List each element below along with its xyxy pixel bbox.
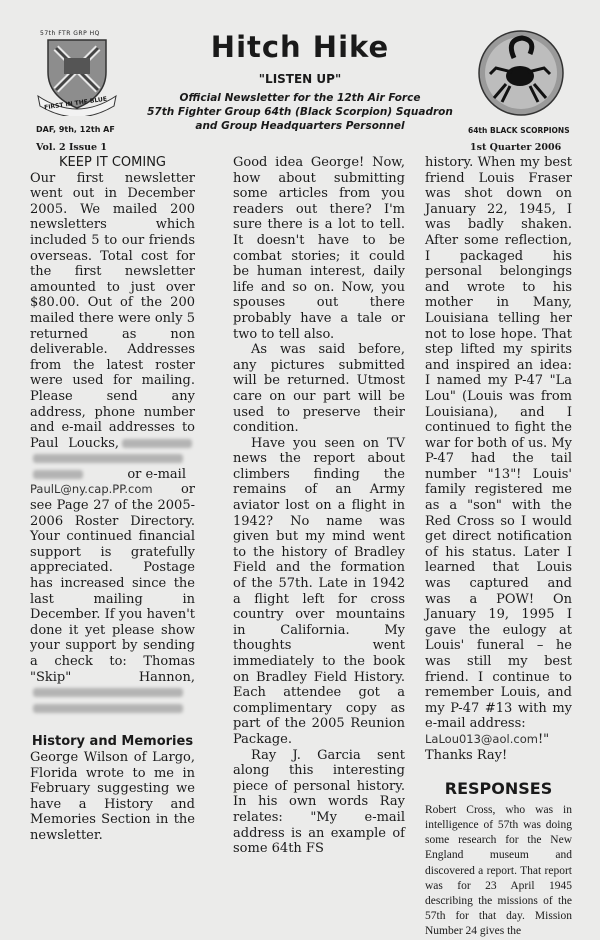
article-paragraph — [30, 171, 195, 717]
email-address: LaLou013@aol.com — [425, 731, 538, 746]
article-paragraph: Ray J. Garcia sent along this interesting piece of personal history. In his own words Ray relates: "My e-mail address is an example of some 64th FS — [233, 747, 405, 857]
responses-heading: RESPONSES — [444, 779, 553, 799]
subtitle-line-3: and Group Headquarters Personnel — [195, 120, 405, 132]
article-paragraph: history. When my best friend Louis Fraser was shot down on January 22, 1945, I was badly shaken. After some reflection, I packaged his personal belongings and wrote to his mother in Many, Louisiana telling her not to lose hope. That step lifted my spirits and inspired an idea: I named my P-47 "La Lou" (Louis was from Louisiana), and I continued to fight the war for both of us. My P-47 had the tail number "13"! Louis' family registered me as a "son" with the Red Cross so I would get direct notification of his status. Later I learned that Louis was captured and was a POW! On January 19, 1995 I gave the eulogy at Louis' funeral – he was still my best friend. I continue to remember Louis, and my P-47 #13 with my e-mail address: — [425, 155, 572, 732]
subtitle-line-1: Official Newsletter for the 12th Air Force — [179, 92, 421, 104]
column-2 — [233, 155, 405, 857]
or-email-text: or e-mail — [127, 466, 186, 482]
redacted-address — [33, 688, 183, 697]
quote-end: !" — [537, 731, 550, 747]
redacted-address — [33, 454, 183, 463]
daf-label: DAF, 9th, 12th AF — [36, 125, 115, 134]
redacted-address — [122, 439, 192, 448]
redacted-address — [33, 704, 183, 713]
thanks-line: Thanks Ray! — [425, 747, 508, 763]
paragraph-text: Our first newsletter went out in December 2005. We mailed 200 newsletters which included 5 to our friends overseas. Total cost for the first newsletter amounted to just over $80.00. Out of the 200 mailed there were only 5 returned as non deliverable. Addresses from the latest roster were used for mailing. Please send any address, phone number and e-mail addresses to Paul Loucks, — [30, 170, 195, 451]
group-hq-label: 57th FTR GRP HQ — [40, 30, 100, 37]
issue-quarter: 1st Quarter 2006 — [470, 142, 562, 153]
column-3 — [425, 155, 572, 940]
logo-motto: FIRST IN THE BLUE — [43, 95, 108, 112]
article-paragraph: Good idea George! Now, how about submitting some articles from you readers out there? I'm sure there is a lot to tell. It doesn't have to be combat stories; it could be human interest, daily life and so on. Now, you spouses out there probably have a tale or two to tell also. — [233, 155, 405, 342]
article-paragraph: Robert Cross, who was in intelligence of 57th was doing some research for the New England museum and discovered a report. That report was for 23 April 1945 describing the missions of the 57th for that day. Mission Number 24 gives the — [425, 803, 572, 938]
newsletter-title: Hitch Hike — [210, 30, 390, 64]
history-memories-heading: History and Memories — [31, 734, 194, 750]
paragraph-text: or see Page 27 of the 2005-2006 Roster Directory. Your continued financial support is gratefully appreciated. Postage has increased since the last mailing in December. If you haven't done it yet please show your support by sending a check to: Thomas "Skip" Hannon, — [30, 482, 195, 685]
subtitle-line-2: 57th Fighter Group 64th (Black Scorpion) Squadron — [147, 106, 453, 118]
listen-up-tagline: "LISTEN UP" — [258, 72, 342, 86]
black-scorpions-label: 64th BLACK SCORPIONS — [468, 126, 570, 135]
keep-it-coming-heading: KEEP IT COMING — [59, 155, 166, 170]
article-paragraph: Have you seen on TV news the report about climbers finding the remains of an Army aviator lost on a flight in 1942? No name was given but my mind went to the history of Bradley Field and the formation of the 57th. Late in 1942 a flight left for cross country over mountains in California. My thoughts went immediately to the book on Bradley Field History. Each attendee got a complimentary copy as part of the 2005 Reunion Package. — [233, 435, 405, 747]
article-paragraph: George Wilson of Largo, Florida wrote to me in February suggesting we have a History and Memories Section in the newsletter. — [30, 749, 195, 843]
redacted-address — [33, 470, 83, 479]
article-paragraph: As was said before, any pictures submitted will be returned. Utmost care on our part will be used to preserve their condition. — [233, 342, 405, 436]
volume-issue: Vol. 2 Issue 1 — [36, 142, 107, 153]
email-address: PaulL@ny.cap.PP.com — [30, 482, 153, 497]
email-line — [425, 732, 572, 748]
column-1 — [30, 155, 195, 844]
